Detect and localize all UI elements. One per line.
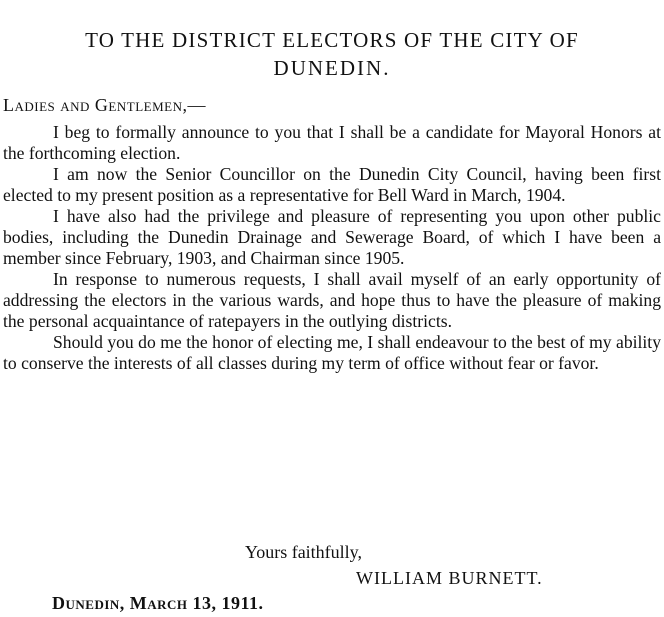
closing: Yours faithfully, [245, 542, 363, 562]
paragraph-response: In response to numerous requests, I shall avail myself of an early opportunity of addressing the electors in the various wards, and hope thus to have the pleasure of making the personal acquaintance of ratepayers in the outlying districts. [3, 269, 661, 331]
paragraph-announcement: I beg to formally announce to you that I shall be a candidate for Mayoral Honors at the forthcoming election. [3, 122, 661, 163]
paragraph-public-bodies: I have also had the privilege and pleasure of representing you upon other public bodies, including the Dunedin Drainage and Sewerage Board, of which I have been a member since February, 1903, and Chairman since 1905. [3, 206, 661, 268]
paragraph-pledge: Should you do me the honor of electing me, I shall endeavour to the best of my ability to conserve the interests of all classes during my term of office without fear or favor. [3, 332, 661, 373]
salutation: Ladies and Gentlemen,— [3, 95, 206, 115]
signature: WILLIAM BURNETT. [356, 568, 543, 588]
headline-line-2: DUNEDIN. [273, 56, 391, 80]
paragraph-council: I am now the Senior Councillor on the Dunedin City Council, having been first elected to my present position as a representative for Bell Ward in March, 1904. [3, 164, 661, 205]
headline-line-1: TO THE DISTRICT ELECTORS OF THE CITY OF [85, 28, 579, 52]
dateline: Dunedin, March 13, 1911. [52, 593, 264, 613]
notice-body [3, 122, 661, 374]
